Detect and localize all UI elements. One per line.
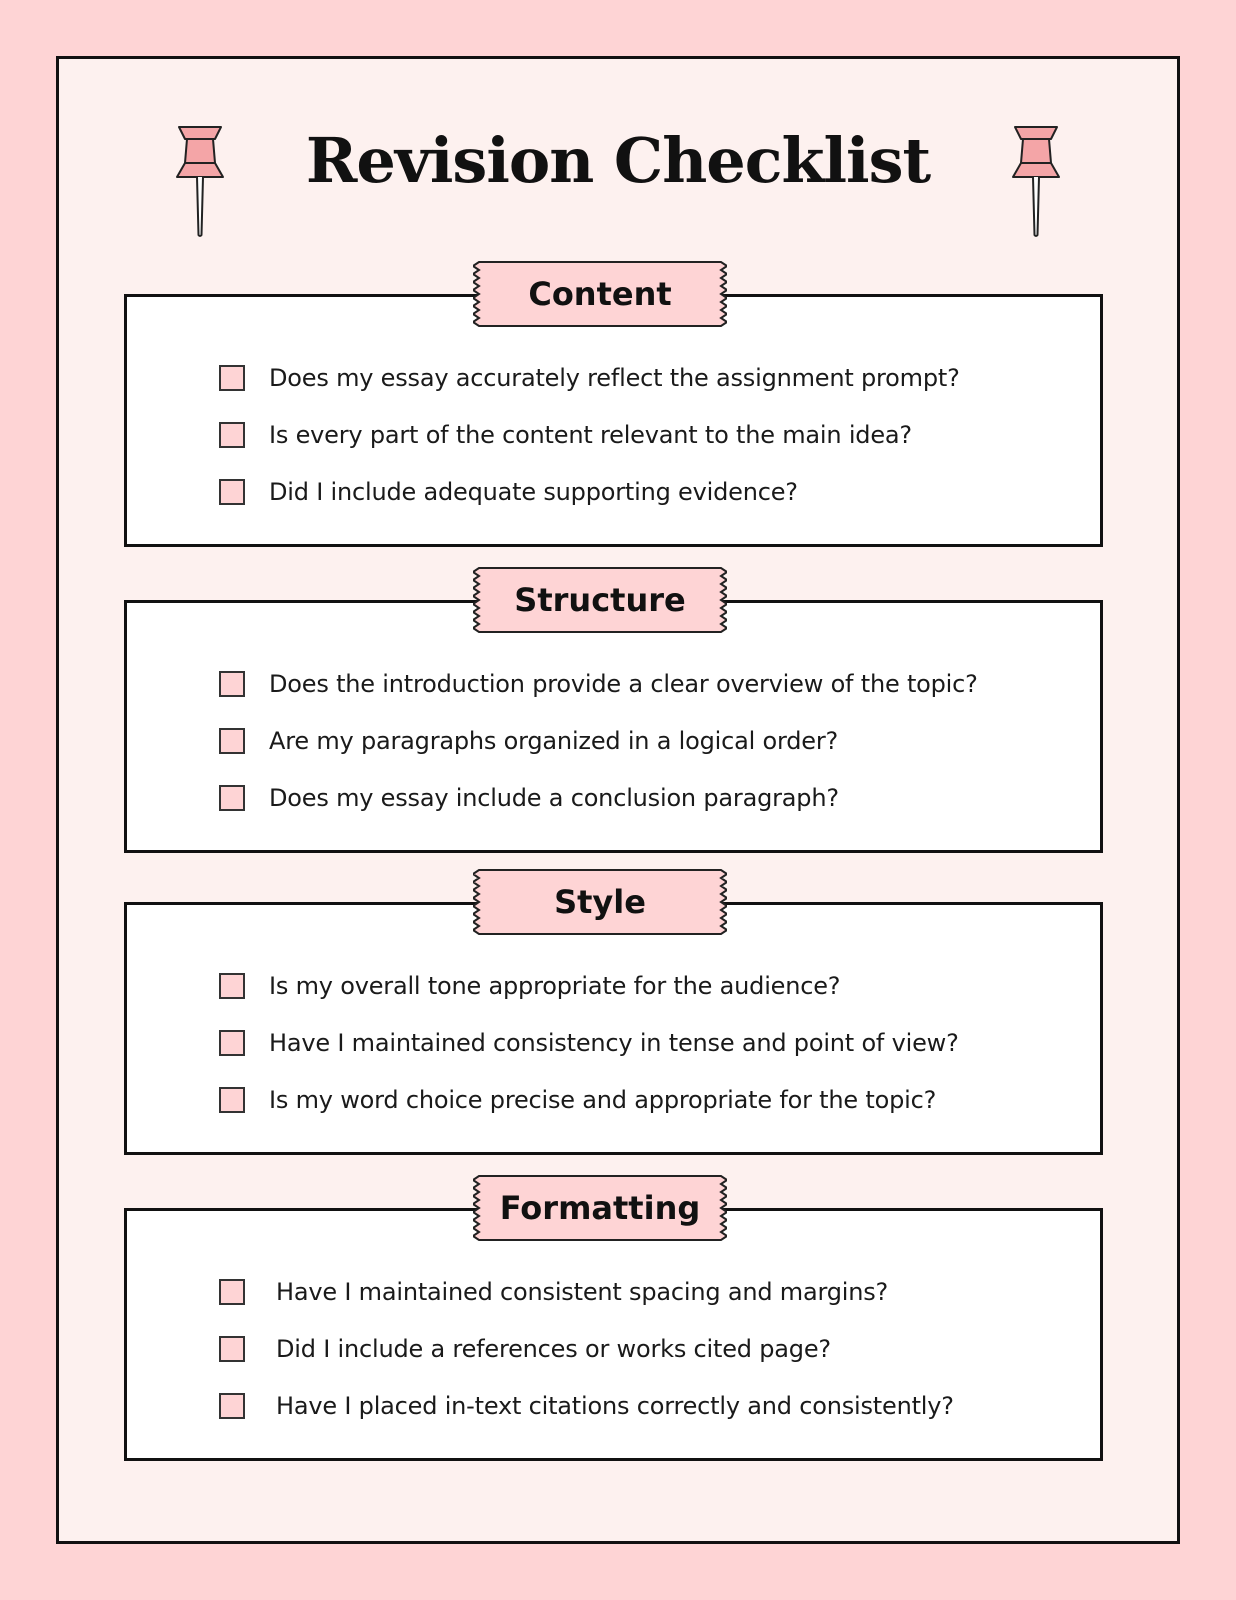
section-style	[124, 883, 1103, 1155]
section-content	[124, 275, 1103, 547]
checklist-item-label: Are my paragraphs organized in a logical order?	[269, 726, 839, 755]
checklist-item[interactable]	[219, 1377, 1080, 1434]
checklist-item[interactable]	[219, 349, 1080, 406]
checklist-item-label: Does the introduction provide a clear overview of the topic?	[269, 669, 978, 698]
section-heading-tag	[473, 1174, 727, 1242]
section-heading-tag	[473, 868, 727, 936]
checklist-item[interactable]	[219, 1071, 1080, 1128]
checkbox[interactable]	[219, 973, 245, 999]
checklist-item[interactable]	[219, 1014, 1080, 1071]
checklist-item[interactable]	[219, 406, 1080, 463]
checkbox[interactable]	[219, 1087, 245, 1113]
checklist-item[interactable]	[219, 1320, 1080, 1377]
checkbox[interactable]	[219, 785, 245, 811]
checkbox[interactable]	[219, 1393, 245, 1419]
checkbox[interactable]	[219, 1279, 245, 1305]
section-structure	[124, 581, 1103, 853]
section-heading: Formatting	[499, 1189, 701, 1227]
checklist-item-label: Have I maintained consistent spacing and margins?	[276, 1277, 889, 1306]
checkbox[interactable]	[219, 671, 245, 697]
checklist-item[interactable]	[219, 655, 1080, 712]
section-heading-tag	[473, 566, 727, 634]
checklist-item[interactable]	[219, 769, 1080, 826]
section-heading-tag	[473, 260, 727, 328]
section-heading: Style	[554, 883, 646, 921]
checkbox[interactable]	[219, 479, 245, 505]
checkbox[interactable]	[219, 422, 245, 448]
checklist-item-label: Does my essay accurately reflect the assignment prompt?	[269, 363, 960, 392]
checklist-item[interactable]	[219, 1263, 1080, 1320]
checklist-item-label: Did I include adequate supporting evidence?	[269, 477, 798, 506]
page-title: Revision Checklist	[305, 124, 931, 197]
section-heading: Structure	[514, 581, 686, 619]
section-heading: Content	[528, 275, 672, 313]
checklist-item-label: Is my overall tone appropriate for the audience?	[269, 971, 841, 1000]
checklist-item[interactable]	[219, 712, 1080, 769]
checkbox[interactable]	[219, 728, 245, 754]
checklist-item-label: Is every part of the content relevant to the main idea?	[269, 420, 912, 449]
section-formatting	[124, 1189, 1103, 1461]
checklist-item-label: Have I placed in-text citations correctly and consistently?	[276, 1391, 954, 1420]
checklist-item-label: Did I include a references or works cited page?	[276, 1334, 831, 1363]
checkbox[interactable]	[219, 1336, 245, 1362]
checklist-item-label: Is my word choice precise and appropriate for the topic?	[269, 1085, 937, 1114]
checklist-item-label: Does my essay include a conclusion paragraph?	[269, 783, 839, 812]
checklist-item[interactable]	[219, 463, 1080, 520]
checkbox[interactable]	[219, 365, 245, 391]
checklist-item[interactable]	[219, 957, 1080, 1014]
checklist-item-label: Have I maintained consistency in tense and point of view?	[269, 1028, 959, 1057]
checkbox[interactable]	[219, 1030, 245, 1056]
